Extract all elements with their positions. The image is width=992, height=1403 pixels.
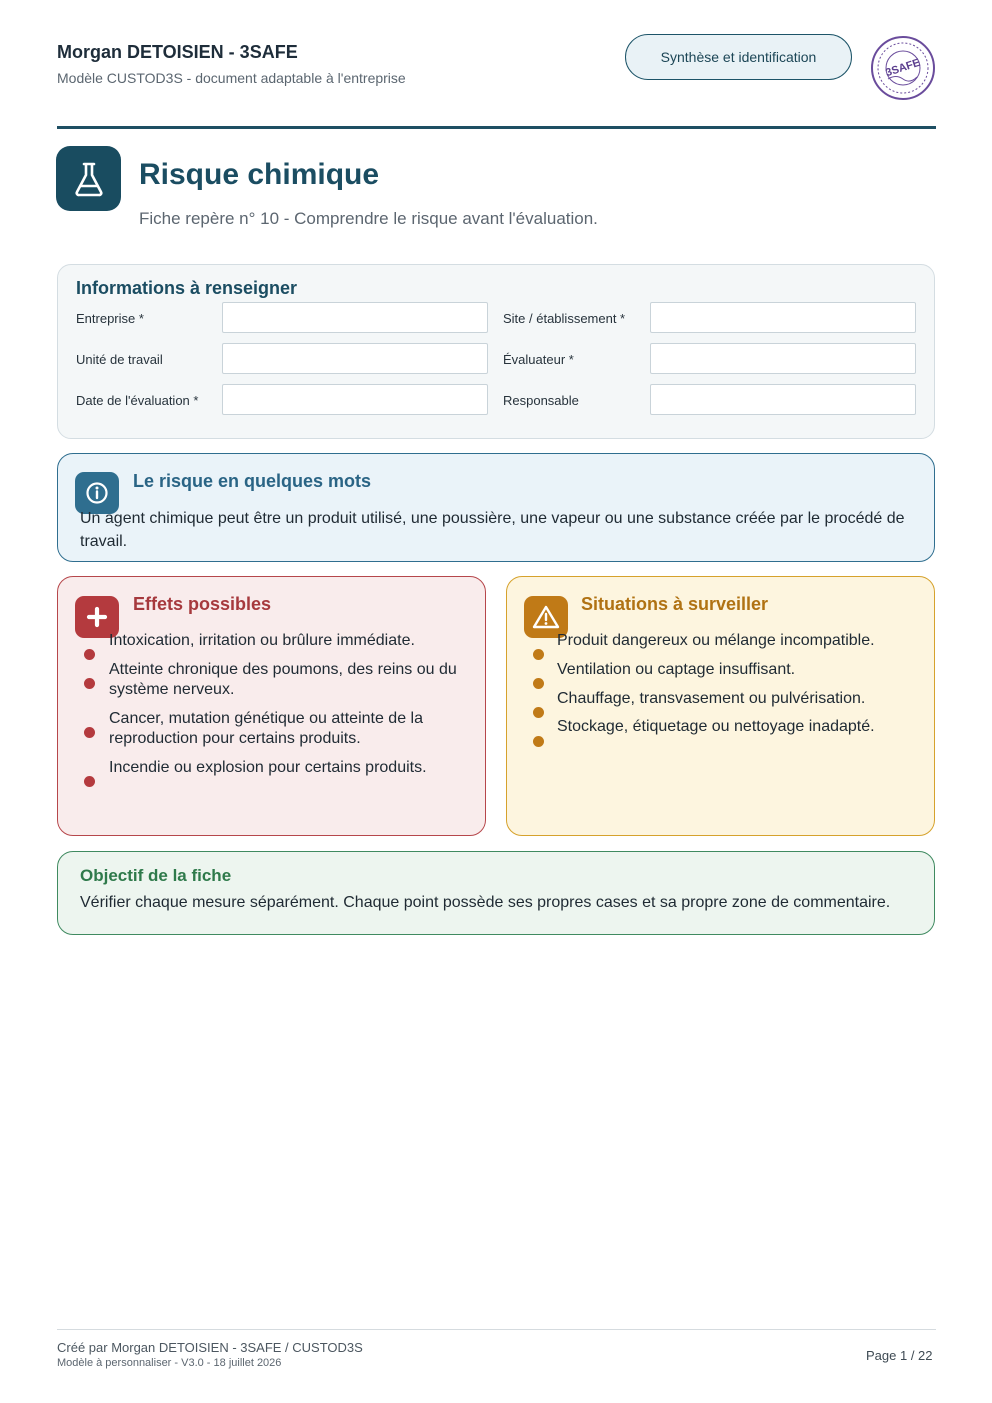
- bullet-icon: [84, 649, 95, 660]
- header-divider: [57, 126, 936, 129]
- stamp-text: 3SAFE: [884, 56, 922, 80]
- field-label-date: Date de l'évaluation *: [76, 393, 199, 408]
- page-subtitle: Fiche repère n° 10 - Comprendre le risque avant l'évaluation.: [139, 209, 598, 228]
- page-title: Risque chimique: [139, 158, 380, 191]
- situations-item: Produit dangereux ou mélange incompatible.: [557, 632, 875, 649]
- flask-icon: [56, 146, 121, 211]
- effects-item: Atteinte chronique des poumons, des reins ou du système nerveux.: [109, 661, 457, 698]
- footer-version: Modèle à personnaliser - V3.0 - 18 juillet 2026: [57, 1357, 282, 1369]
- situations-item: Stockage, étiquetage ou nettoyage inadapté.: [557, 718, 875, 735]
- summary-title: Le risque en quelques mots: [133, 471, 372, 491]
- author-name: Morgan DETOISIEN - 3SAFE: [57, 42, 298, 62]
- evaluateur-field[interactable]: [650, 343, 916, 374]
- field-label-evaluateur: Évaluateur *: [503, 352, 574, 367]
- responsable-field[interactable]: [650, 384, 916, 415]
- date-evaluation-field[interactable]: [222, 384, 488, 415]
- objective-text: Vérifier chaque mesure séparément. Chaque point possède ses propres cases et sa propre zone de commentaire.: [80, 894, 891, 911]
- page-number: Page 1 / 22: [866, 1348, 933, 1363]
- summary-text: Un agent chimique peut être un produit utilisé, une poussière, une vapeur ou une substance créée par le procédé de travail.: [80, 510, 905, 550]
- bullet-icon: [533, 707, 544, 718]
- bullet-icon: [533, 649, 544, 660]
- bullet-icon: [533, 678, 544, 689]
- effects-title: Effets possibles: [133, 594, 272, 614]
- bullet-icon: [84, 678, 95, 689]
- field-label-unite: Unité de travail: [76, 352, 163, 367]
- footer-divider: [57, 1329, 936, 1330]
- site-field[interactable]: [650, 302, 916, 333]
- info-form-title: Informations à renseigner: [76, 278, 298, 298]
- entreprise-field[interactable]: [222, 302, 488, 333]
- situations-item: Ventilation ou captage insuffisant.: [557, 661, 796, 678]
- bullet-icon: [84, 727, 95, 738]
- model-subtitle: Modèle CUSTOD3S - document adaptable à l'entreprise: [57, 70, 406, 86]
- section-pill: [625, 34, 852, 80]
- section-pill-label: Synthèse et identification: [660, 49, 817, 65]
- field-label-site: Site / établissement *: [503, 311, 626, 326]
- situations-item: Chauffage, transvasement ou pulvérisation.: [557, 690, 866, 707]
- objective-title: Objectif de la fiche: [80, 866, 232, 885]
- field-label-responsable: Responsable: [503, 393, 579, 408]
- field-label-entreprise: Entreprise *: [76, 311, 144, 326]
- effects-item: Cancer, mutation génétique ou atteinte de la reproduction pour certains produits.: [109, 710, 423, 747]
- effects-item: Intoxication, irritation ou brûlure immédiate.: [109, 632, 415, 649]
- effects-card: [57, 576, 486, 836]
- footer-credit: Créé par Morgan DETOISIEN - 3SAFE / CUSTOD3S: [57, 1340, 363, 1355]
- bullet-icon: [533, 736, 544, 747]
- effects-item: Incendie ou explosion pour certains produits.: [109, 759, 427, 776]
- unite-travail-field[interactable]: [222, 343, 488, 374]
- bullet-icon: [84, 776, 95, 787]
- company-stamp-logo: [870, 35, 936, 101]
- situations-title: Situations à surveiller: [581, 594, 769, 614]
